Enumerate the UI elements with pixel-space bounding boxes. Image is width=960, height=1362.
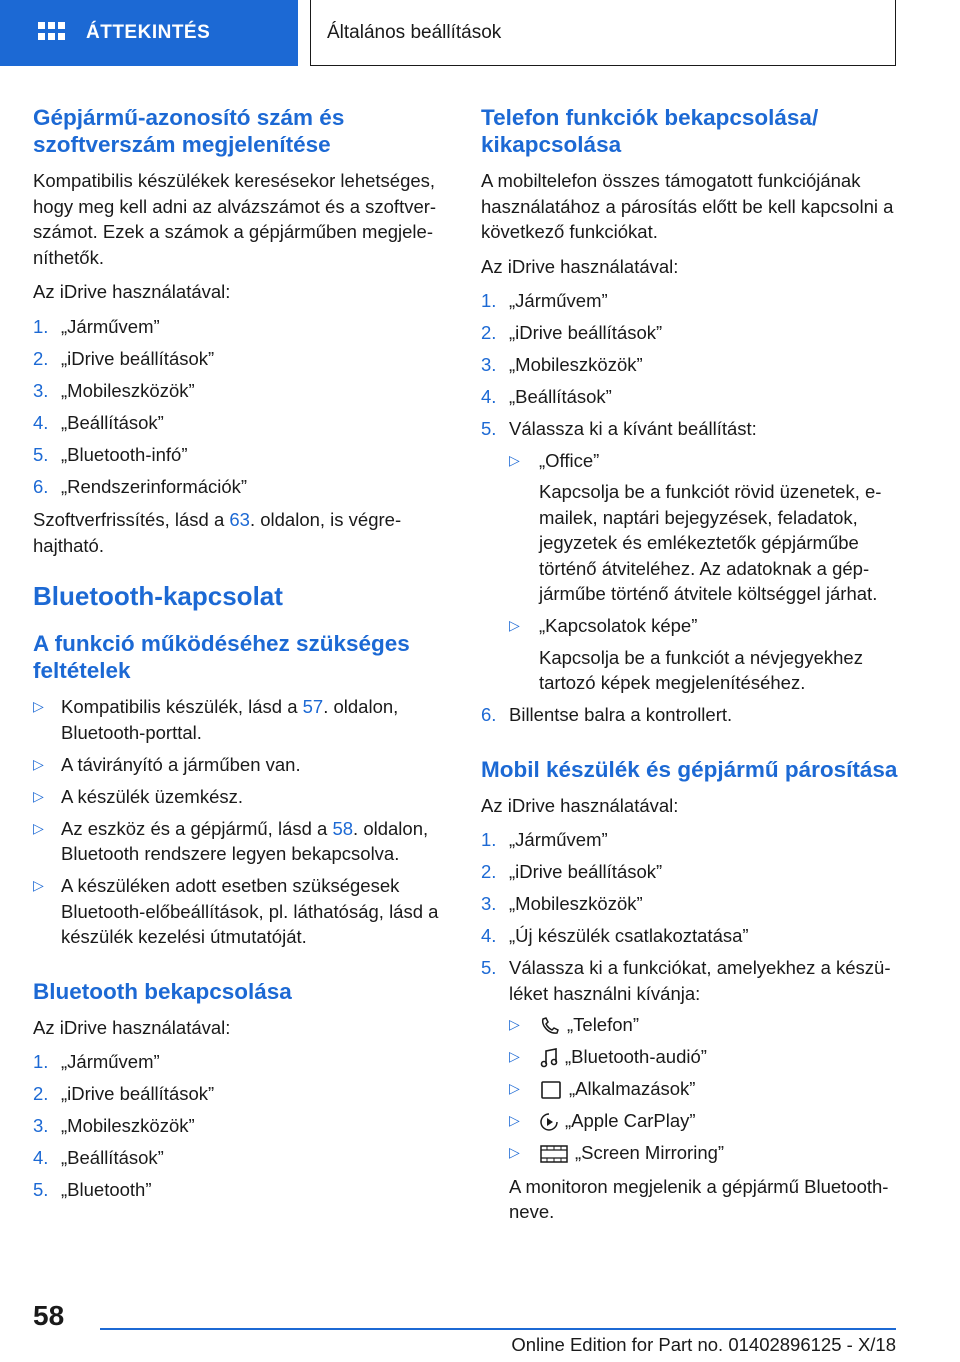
apps-option: ▷ „Alkalmazások” — [509, 1076, 901, 1102]
bluetooth-audio-option: ▷ „Bluetooth-audió” — [509, 1044, 901, 1070]
list-item: 4. „Beállítások” — [33, 411, 164, 433]
phone-functions-heading: Telefon funkciók bekapcsolása/ kikapcsolása — [481, 105, 819, 157]
screen-mirroring-option: ▷ „Screen Mirroring” — [509, 1140, 901, 1166]
footer-divider — [100, 1328, 896, 1330]
screen-mirroring-icon — [539, 1143, 569, 1165]
contacts-image-option: ▷ „Kapcsolatok képe” Kapcsolja be a funkciót a névjegyekhez tartozó képek megjelenítéséhez. — [509, 613, 901, 696]
phone-intro: A mobiltelefon összes támogatott funkciójának használatához a párosítás előtt be kell kapcsolni a következő funkciókat. — [481, 170, 894, 242]
list-item: 3. „Mobileszközök” — [33, 1115, 195, 1136]
list-item: 4. „Beállítások” — [481, 386, 612, 407]
phone-icon — [539, 1016, 561, 1036]
music-note-icon — [539, 1047, 559, 1069]
section-tab-label: Általános beállítások — [327, 21, 502, 43]
list-item: ▷ A távirányító a járműben van. — [33, 752, 451, 778]
list-item: 2. „iDrive beállítások” — [481, 322, 663, 343]
list-item: ▷ Az eszköz és a gépjármű, lásd a 58. oldalon, Bluetooth rendszere legyen bekapcsolva. — [33, 817, 429, 864]
triangle-bullet-icon: ▷ — [509, 1016, 520, 1032]
pair-steps — [481, 827, 901, 1166]
list-item: 1. „Járművem” — [33, 315, 160, 337]
list-item: ▷ Kompatibilis készülék, lásd a 57. oldalon, Bluetooth-porttal. — [33, 696, 399, 743]
list-item: 5. „Bluetooth-infó” — [33, 443, 188, 465]
overview-tab[interactable] — [0, 0, 298, 66]
list-item: 6. „Rendszerinformációk” — [33, 475, 248, 497]
list-item: 1. „Járművem” — [481, 290, 608, 311]
triangle-bullet-icon: ▷ — [509, 1080, 520, 1096]
overview-tab-label: ÁTTEKINTÉS — [86, 22, 211, 43]
page-link-58[interactable]: 58 — [332, 817, 354, 839]
triangle-bullet-icon: ▷ — [33, 819, 44, 836]
triangle-bullet-icon: ▷ — [509, 617, 520, 633]
triangle-bullet-icon: ▷ — [33, 755, 44, 772]
list-item: 5. „Bluetooth” — [33, 1179, 152, 1200]
triangle-bullet-icon: ▷ — [509, 1112, 520, 1128]
office-description: Kapcsolja be a funkciót rövid üzenetek, e-mailek, naptári bejegyzések, feladatok, jegyzetek és emlékeztetők gépjárműbe történő átviteléhez. Az adatoknak a gépjárműbe történő átvitele költséggel járhat. — [539, 481, 882, 604]
list-item: 1. „Járművem” — [481, 829, 608, 850]
settings-options — [509, 448, 901, 696]
vin-steps — [33, 314, 451, 500]
triangle-bullet-icon: ▷ — [509, 1048, 520, 1064]
phone-option: ▷ „Telefon” — [509, 1012, 901, 1038]
left-column — [33, 104, 451, 1211]
list-item: 6. Billentse balra a kontrollert. — [481, 704, 733, 725]
triangle-bullet-icon: ▷ — [33, 787, 44, 804]
list-item: ▷ A készüléken adott esetben szükségesek Bluetooth-előbeállítások, pl. láthatóság, lásd a készülék kezelési útmutatóját. — [33, 875, 439, 947]
software-update-note: Szoftverfrissítés, lásd a 63. oldalon, is végrehajtható. — [33, 509, 402, 556]
requirements-heading: A funkció működéséhez szükséges feltételek — [33, 631, 410, 683]
contacts-description: Kapcsolja be a funkciót a névjegyekhez tartozó képek megjelenítéséhez. — [539, 646, 863, 693]
triangle-bullet-icon: ▷ — [509, 1144, 520, 1160]
phone-idrive-label: Az iDrive használatával: — [481, 255, 679, 277]
list-item: 1. „Járművem” — [33, 1051, 160, 1072]
section-tab[interactable] — [310, 0, 896, 66]
list-item: 3. „Mobileszközök” — [33, 379, 195, 401]
vin-idrive-label: Az iDrive használatával: — [33, 281, 231, 302]
list-item: ▷ A készülék üzemkész. — [33, 784, 451, 810]
list-item: 3. „Mobileszközök” — [481, 893, 643, 914]
list-item: 5. Válassza ki a kívánt beállítást: ▷ „Office” Kapcsolja be a funkciót rövid üzenetek, e-mailek, naptári bejegyzések, feladatok, jegyzetek és emlékeztetők gépjárműbe történő átviteléhez. Az adatoknak a gépjárműbe történő átvitele költséggel járhat. ▷ „Kapcsolatok képe” Kapcsolja be a funkciót a névjegyekhez tartozó képek megjelenítéséhez. — [481, 416, 901, 696]
list-item: 4. „Beállítások” — [33, 1147, 164, 1168]
carplay-option: ▷ „Apple CarPlay” — [509, 1108, 901, 1134]
app-square-icon — [539, 1079, 563, 1101]
page-link-57[interactable]: 57 — [302, 696, 324, 717]
bton-idrive-label: Az iDrive használatával: — [33, 1016, 231, 1038]
requirements-list — [33, 694, 451, 950]
list-item: 5. Válassza ki a funkciókat, amelyekhez a készüléket használni kívánja: ▷ „Telefon” ▷ „Bluetooth-audió” ▷ „Alkalmazások” ▷ „Apple CarPlay” ▷ „Screen Mirroring” — [481, 955, 901, 1166]
triangle-bullet-icon: ▷ — [509, 451, 520, 468]
vin-heading: Gépjármű-azonosító szám és szoftverszám megjelenítése — [33, 105, 345, 157]
triangle-bullet-icon: ▷ — [33, 698, 44, 714]
bton-steps — [33, 1049, 451, 1203]
page-link-63[interactable]: 63 — [229, 509, 250, 530]
vin-intro: Kompatibilis készülékek keresésekor lehetséges, hogy meg kell adni az alvázszámot és a szoftverszámot. Ezek a számok a gépjárműben megjeleníthetők. — [33, 170, 437, 268]
list-item: 2. „iDrive beállítások” — [33, 1083, 215, 1104]
grid-icon — [38, 22, 66, 44]
play-circle-icon — [539, 1111, 559, 1133]
page-number: 58 — [33, 1300, 65, 1331]
pairing-result: A monitoron megjelenik a gépjármű Bluetooth-neve. — [509, 1175, 889, 1222]
phone-steps — [481, 288, 901, 728]
right-column — [481, 104, 901, 1225]
office-option: ▷ „Office” Kapcsolja be a funkciót rövid üzenetek, e-mailek, naptári bejegyzések, feladatok, jegyzetek és emlékeztetők gépjárműbe történő átviteléhez. Az adatoknak a gépjárműbe történő átvitele költséggel járhat. — [509, 448, 901, 607]
bluetooth-heading: Bluetooth-kapcsolat — [33, 581, 283, 611]
list-item: 2. „iDrive beállítások” — [481, 861, 663, 882]
list-item: 4. „Új készülék csatlakoztatása” — [481, 925, 749, 946]
pairing-heading: Mobil készülék és gépjármű párosítása — [481, 756, 898, 782]
list-item: 2. „iDrive beállítások” — [33, 347, 215, 369]
pair-idrive-label: Az iDrive használatával: — [481, 794, 679, 816]
triangle-bullet-icon: ▷ — [33, 877, 44, 893]
footer-edition: Online Edition for Part no. 01402896125 - X/18 — [511, 1334, 896, 1355]
bluetooth-on-heading: Bluetooth bekapcsolása — [33, 978, 292, 1004]
list-item: 3. „Mobileszközök” — [481, 354, 643, 375]
page-header — [0, 0, 960, 66]
function-options — [509, 1012, 901, 1166]
